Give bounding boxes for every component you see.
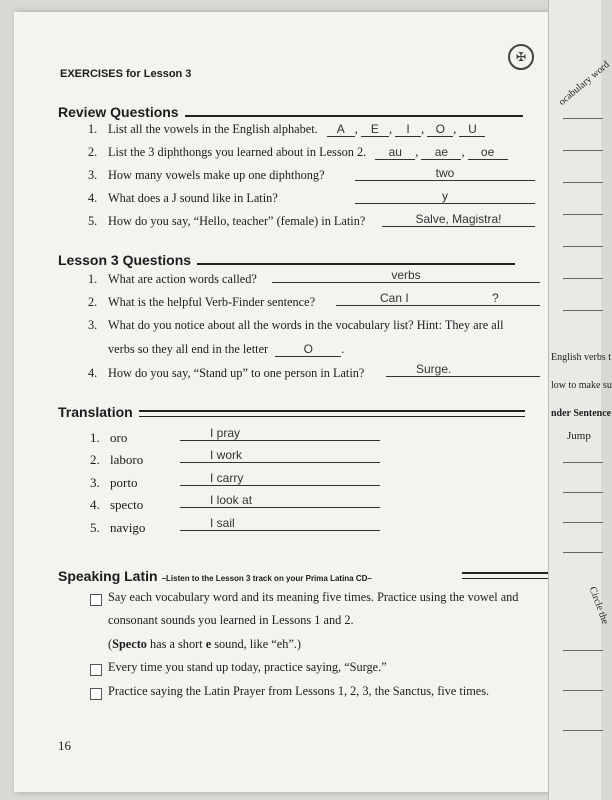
question-text: How do you say, “Stand up” to one person in Latin? bbox=[108, 366, 365, 380]
question-number: 4. bbox=[88, 191, 98, 205]
section-rule bbox=[462, 572, 548, 579]
question-number: 3. bbox=[88, 168, 98, 182]
facing-page-text: English verbs t bbox=[551, 352, 611, 363]
question-text: What do you notice about all the words in the vocabulary list? Hint: They are all bbox=[108, 318, 504, 332]
practice-text: Practice saying the Latin Prayer from Lessons 1, 2, 3, the Sanctus, five times. bbox=[108, 684, 490, 698]
practice-checkbox[interactable] bbox=[90, 688, 102, 700]
page-number: 16 bbox=[58, 738, 71, 753]
answer-field[interactable]: I bbox=[395, 123, 421, 137]
answer-field[interactable]: verbs bbox=[272, 268, 540, 283]
answer-field[interactable]: two bbox=[355, 166, 535, 181]
review-q4 bbox=[88, 191, 278, 206]
practice-text: sound, like “eh”.) bbox=[211, 637, 301, 651]
facing-page-text: low to make su bbox=[551, 380, 612, 391]
lesson3-q1 bbox=[88, 272, 257, 287]
answer-field[interactable]: au bbox=[375, 146, 415, 160]
question-text: . bbox=[341, 342, 345, 356]
lesson3-q2 bbox=[88, 295, 315, 310]
answer-field[interactable]: oe bbox=[468, 146, 508, 160]
question-number: 3. bbox=[88, 318, 98, 332]
bold-word: e bbox=[205, 637, 212, 651]
facing-page-text: nder Sentence bbox=[551, 408, 612, 419]
answer-field[interactable]: ae bbox=[421, 146, 461, 160]
lesson3-q3 bbox=[88, 318, 504, 333]
question-text: What is the helpful Verb-Finder sentence? bbox=[108, 295, 316, 309]
facing-page-text: ocabulary word bbox=[556, 59, 612, 108]
practice-text: Say each vocabulary word and its meaning five times. Practice using the vowel and bbox=[108, 590, 519, 604]
page-header: EXERCISES for Lesson 3 bbox=[60, 68, 192, 80]
seal-icon: ✠ bbox=[508, 44, 534, 70]
review-q1: 1. List all the vowels in the English alphabet. A , E , I , O , U bbox=[88, 122, 485, 137]
question-text: verbs so they all end in the letter bbox=[108, 342, 269, 356]
lesson3-section-title bbox=[58, 252, 515, 268]
translation-number: 2. bbox=[90, 452, 100, 467]
question-number: 1. bbox=[88, 272, 98, 286]
section-rule bbox=[139, 410, 525, 417]
practice-text: consonant sounds you learned in Lessons 1 and 2. bbox=[108, 613, 354, 627]
speaking-section-title bbox=[58, 568, 372, 584]
latin-word: specto bbox=[110, 497, 144, 512]
section-note: –Listen to the Lesson 3 track on your Prima Latina CD– bbox=[161, 574, 372, 583]
practice-text: Every time you stand up today, practice saying, “Surge.” bbox=[108, 660, 387, 674]
section-heading: Speaking Latin bbox=[58, 568, 158, 584]
question-number: 5. bbox=[88, 214, 98, 228]
answer-field[interactable]: U bbox=[459, 123, 485, 137]
question-text: List all the vowels in the English alphabet. bbox=[108, 122, 318, 136]
answer-field[interactable]: Salve, Magistra! bbox=[382, 212, 535, 227]
review-section-title bbox=[58, 104, 523, 120]
latin-word: navigo bbox=[110, 520, 146, 535]
answer-field[interactable]: y bbox=[355, 189, 535, 204]
section-rule bbox=[197, 263, 515, 265]
facing-page-text: Circle the bbox=[586, 585, 611, 626]
translation-number: 4. bbox=[90, 497, 100, 512]
question-number: 1. bbox=[88, 122, 98, 136]
section-rule bbox=[185, 115, 523, 117]
question-number: 4. bbox=[88, 366, 98, 380]
bold-word: Specto bbox=[112, 637, 147, 651]
answer-field[interactable] bbox=[336, 291, 540, 306]
facing-page bbox=[548, 0, 612, 800]
translation-number: 3. bbox=[90, 475, 100, 490]
review-q5 bbox=[88, 214, 365, 229]
lesson3-q4 bbox=[88, 366, 364, 381]
question-number: 2. bbox=[88, 295, 98, 309]
answer-field[interactable]: O bbox=[275, 343, 341, 357]
facing-page-text: Jump bbox=[567, 430, 591, 442]
review-q2: 2. List the 3 diphthongs you learned about in Lesson 2. au , ae , oe bbox=[88, 145, 508, 160]
practice-checkbox[interactable] bbox=[90, 664, 102, 676]
translation-answer[interactable]: I pray bbox=[180, 426, 380, 441]
practice-text: (Specto has a short e sound, like “eh”.) bbox=[108, 637, 301, 651]
question-text: List the 3 diphthongs you learned about in Lesson 2. bbox=[108, 145, 367, 159]
translation-answer[interactable]: I work bbox=[180, 448, 380, 463]
answer-field[interactable]: O bbox=[427, 123, 453, 137]
translation-section-title bbox=[58, 404, 525, 420]
practice-checkbox[interactable] bbox=[90, 594, 102, 606]
section-heading: Lesson 3 Questions bbox=[58, 252, 192, 268]
question-text: How many vowels make up one diphthong? bbox=[108, 168, 325, 182]
translation-answer[interactable]: I carry bbox=[180, 471, 380, 486]
answer-text: ? bbox=[492, 291, 499, 305]
question-text: What does a J sound like in Latin? bbox=[108, 191, 278, 205]
translation-answer[interactable]: I sail bbox=[180, 516, 380, 531]
review-q3 bbox=[88, 168, 325, 183]
answer-field[interactable]: A bbox=[327, 123, 355, 137]
answer-field[interactable]: E bbox=[361, 123, 389, 137]
latin-word: laboro bbox=[110, 452, 144, 467]
question-text: How do you say, “Hello, teacher” (female) in Latin? bbox=[108, 214, 366, 228]
latin-word: porto bbox=[110, 475, 138, 490]
question-text: What are action words called? bbox=[108, 272, 257, 286]
lesson3-q3-line2 bbox=[108, 342, 344, 357]
translation-number: 5. bbox=[90, 520, 100, 535]
practice-text: has a short bbox=[146, 637, 206, 651]
answer-field[interactable]: Surge. bbox=[386, 362, 540, 377]
section-heading: Translation bbox=[58, 404, 133, 420]
translation-number: 1. bbox=[90, 430, 100, 445]
section-heading: Review Questions bbox=[58, 104, 179, 120]
translation-answer[interactable]: I look at bbox=[180, 493, 380, 508]
latin-word: oro bbox=[110, 430, 128, 445]
question-number: 2. bbox=[88, 145, 98, 159]
answer-text: Can I bbox=[380, 291, 409, 305]
